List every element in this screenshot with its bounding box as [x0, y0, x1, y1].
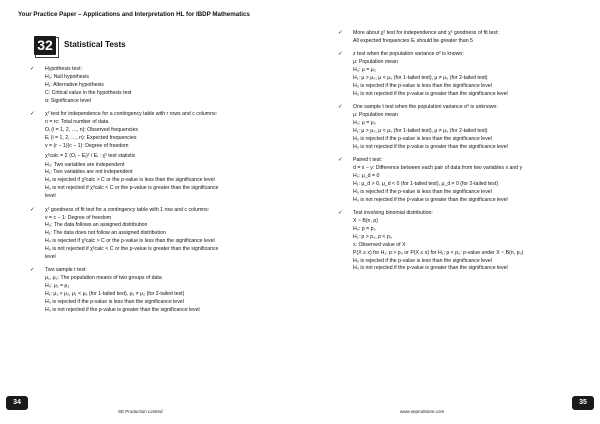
text-line: H₀ is not rejected if the p-value is greater than the significance level	[353, 90, 508, 97]
text-line: H₀ is rejected if the p-value is less than the significance level	[45, 299, 184, 306]
check-icon: ✓	[30, 267, 35, 274]
formula-section	[30, 111, 295, 201]
text-line: H₁: The data does not follow an assigned distribution	[45, 230, 166, 237]
text-line: z test when the population variance σ² is known:	[353, 51, 464, 58]
text-line: P(X ≥ x) for H₁: p > p₀ or P(X ≤ x) for H₁: p < p₀: p-value under X ~ B(n, p₀)	[353, 249, 524, 256]
text-line: H₀ is rejected if the p-value is less than the significance level	[353, 135, 492, 142]
text-line: Eᵢ (i = 1, 2, …, n): Expected frequencies	[45, 134, 137, 141]
check-icon: ✓	[338, 157, 343, 164]
formula-section	[338, 104, 588, 151]
text-line: H₀ is rejected if the p-value is less than the significance level	[353, 188, 492, 195]
formula-section	[338, 30, 588, 46]
check-icon: ✓	[30, 66, 35, 72]
chapter-title: Statistical Tests	[64, 40, 126, 49]
text-line: H₁: μ > μ₀, μ < μ₀ (for 1-tailed test), μ ≠ μ₀ (for 2-tailed test)	[353, 127, 488, 134]
text-line: H₀ is not rejected if the p-value is greater than the significance level	[353, 196, 508, 203]
text-line: H₀ is not rejected if the p-value is greater than the significance level	[45, 306, 200, 313]
text-line: Two sample t test:	[45, 267, 87, 274]
text-line: x: Observed value of X	[353, 241, 406, 248]
text-line: H₀ is not rejected if χ²calc < C or the p-value is greater than the significance	[45, 246, 219, 253]
text-line: H₀: μ₁ = μ₂	[45, 283, 70, 290]
text-line: H₁: μ₁ > μ₂, μ₁ < μ₂ (for 1-tailed test), μ₁ ≠ μ₂ (for 2-tailed test)	[45, 291, 185, 298]
text-line: H₁: p > p₀, p < p₀	[353, 233, 392, 240]
text-line: H₀ is rejected if χ²calc > C or the p-value is less than the significance level	[45, 238, 215, 245]
text-line: H₀: μ = μ₀	[353, 67, 376, 74]
chapter-number: 32	[34, 36, 56, 55]
right-column	[338, 30, 588, 279]
text-line: H₀: Two variables are independent	[45, 161, 125, 168]
text-line: H₀: p = p₀	[353, 225, 376, 232]
text-line: H₀ is not rejected if the p-value is greater than the significance level	[353, 265, 508, 272]
text-line: H₀ is rejected if χ²calc > C or the p-value is less than the significance level	[45, 177, 215, 184]
text-line: level	[45, 193, 56, 200]
text-line: n = rc: Total number of data	[45, 118, 109, 125]
text-line: H₀: Null hypothesis	[45, 73, 89, 80]
formula-section	[338, 210, 588, 273]
text-line: χ² goodness of fit test for a contingency table with 1 row and c columns:	[45, 206, 210, 213]
formula-section	[30, 207, 295, 262]
text-line: More about χ² test for independence and χ² goodness of fit test:	[353, 30, 499, 36]
formula-section	[30, 267, 295, 314]
text-line: Oᵢ (i = 1, 2, …, n): Observed frequencies	[45, 126, 138, 133]
check-icon: ✓	[30, 111, 35, 118]
footer-publisher: SE Production Limited	[118, 409, 163, 414]
text-line: χ² test for independence for a contingency table with r rows and c columns:	[45, 111, 217, 118]
text-line: H₁: μ > μ₀, μ < μ₀ (for 1-tailed test), μ ≠ μ₀ (for 2-tailed test)	[353, 75, 488, 82]
check-icon: ✓	[30, 206, 35, 213]
footer-website: www.seprodstore.com	[400, 409, 445, 414]
text-line: H₁: Alternative hypothesis	[45, 81, 104, 88]
left-column	[30, 66, 295, 320]
text-line: Test involving binomial distribution:	[353, 210, 433, 217]
text-line: H₀: μ = μ₀	[353, 120, 376, 127]
text-line: H₀ is rejected if the p-value is less than the significance level	[353, 82, 492, 89]
text-line: One sample t test when the population variance σ² is unknown:	[353, 104, 498, 111]
running-header: Your Practice Paper – Applications and Interpretation HL for IBDP Mathematics	[18, 11, 250, 18]
text-line: d = x − y: Difference between each pair of data from two variables x and y	[353, 165, 523, 172]
formula-section	[30, 66, 295, 106]
text-line: v = (r − 1)(c − 1): Degree of freedom	[45, 142, 129, 149]
text-line: H₀: μ_d = 0	[353, 173, 380, 179]
text-line: v = c − 1: Degree of freedom	[45, 214, 112, 221]
check-icon: ✓	[338, 104, 343, 111]
text-line: Hypothesis test:	[45, 66, 82, 72]
text-line: X ~ B(n, p)	[353, 218, 378, 225]
text-line: H₁: μ_d > 0, μ_d < 0 (for 1-tailed test), μ_d ≠ 0 (for 2-tailed test)	[353, 180, 499, 187]
text-line: H₀ is not rejected if the p-value is greater than the significance level	[353, 143, 508, 150]
page-number-right: 35	[572, 396, 594, 410]
formula-section	[338, 157, 588, 204]
check-icon: ✓	[338, 51, 343, 58]
text-line: H₁: Two variables are not independent	[45, 169, 133, 176]
page-number-left: 34	[6, 396, 28, 410]
text-line: H₀ is not rejected if χ²calc < C or the p-value is greater than the significance	[45, 185, 219, 192]
check-icon: ✓	[338, 30, 343, 36]
formula-line: χ²calc = Σ (Oᵢ − Eᵢ)² / Eᵢ : χ² test statistic	[45, 152, 136, 159]
check-icon: ✓	[338, 210, 343, 217]
text-line: μ: Population mean	[353, 112, 398, 119]
text-line: H₀: The data follows an assigned distribution	[45, 222, 148, 229]
formula-section	[338, 51, 588, 98]
text-line: μ: Population mean	[353, 59, 398, 66]
text-line: All expected frequencies Eᵢ should be greater than 5	[353, 37, 473, 44]
text-line: α: Significance level	[45, 97, 91, 104]
text-line: C: Critical value in the hypothesis test	[45, 89, 132, 96]
text-line: level	[45, 254, 56, 261]
text-line: H₀ is rejected if the p-value is less than the significance level	[353, 257, 492, 264]
text-line: Paired t test:	[353, 157, 383, 164]
text-line: μ₁, μ₂: The population means of two groups of data	[45, 275, 162, 282]
